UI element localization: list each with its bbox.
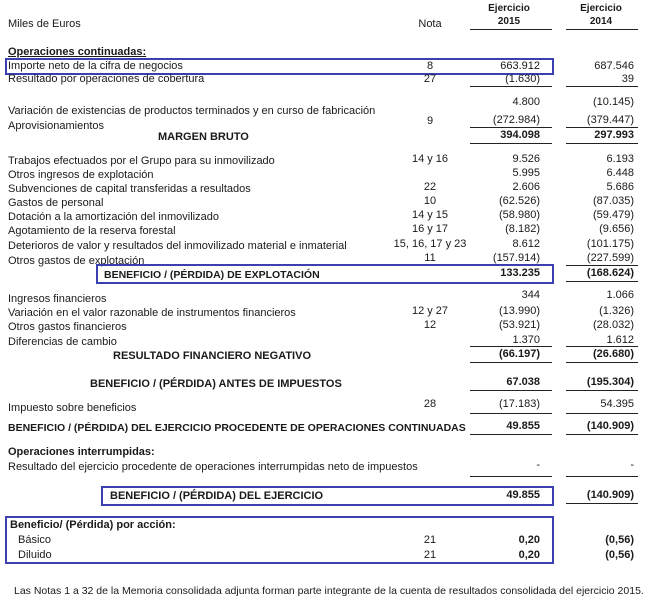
col2015-header-l2: 2015 [497,16,521,27]
por-accion-label: Beneficio/ (Pérdida) por acción: [10,519,176,531]
col2014-header-l2: 2014 [589,16,613,27]
antes-impuestos-label: BENEFICIO / (PÉRDIDA) ANTES DE IMPUESTOS [90,378,342,390]
resultado-financiero-label: RESULTADO FINANCIERO NEGATIVO [113,350,311,362]
header-rule-2015 [470,29,552,30]
col2015-header-l1: Ejercicio [488,3,530,14]
highlight-box-ejercicio [101,486,554,506]
units-label: Miles de Euros [8,18,81,30]
highlight-box-explotacion [96,264,554,284]
section-interrumpidas: Operaciones interrumpidas: [8,446,155,458]
header-rule-2014 [566,29,638,30]
highlight-box-por-accion [5,516,554,564]
section-continuadas: Operaciones continuadas: [8,46,147,58]
explotacion-label: BENEFICIO / (PÉRDIDA) DE EXPLOTACIÓN [104,269,320,281]
footer-note: Las Notas 1 a 32 de la Memoria consolidada adjunta forman parte integrante de la cuenta de resultados consolidada del ejercicio 2015. [14,585,644,597]
margen-bruto-label: MARGEN BRUTO [158,131,249,143]
continuadas-label: BENEFICIO / (PÉRDIDA) DEL EJERCICIO PROCEDENTE DE OPERACIONES CONTINUADAS [8,422,466,434]
nota-header: Nota [418,18,442,30]
col2014-header-l1: Ejercicio [580,3,622,14]
ejercicio-label: BENEFICIO / (PÉRDIDA) DEL EJERCICIO [110,490,324,502]
